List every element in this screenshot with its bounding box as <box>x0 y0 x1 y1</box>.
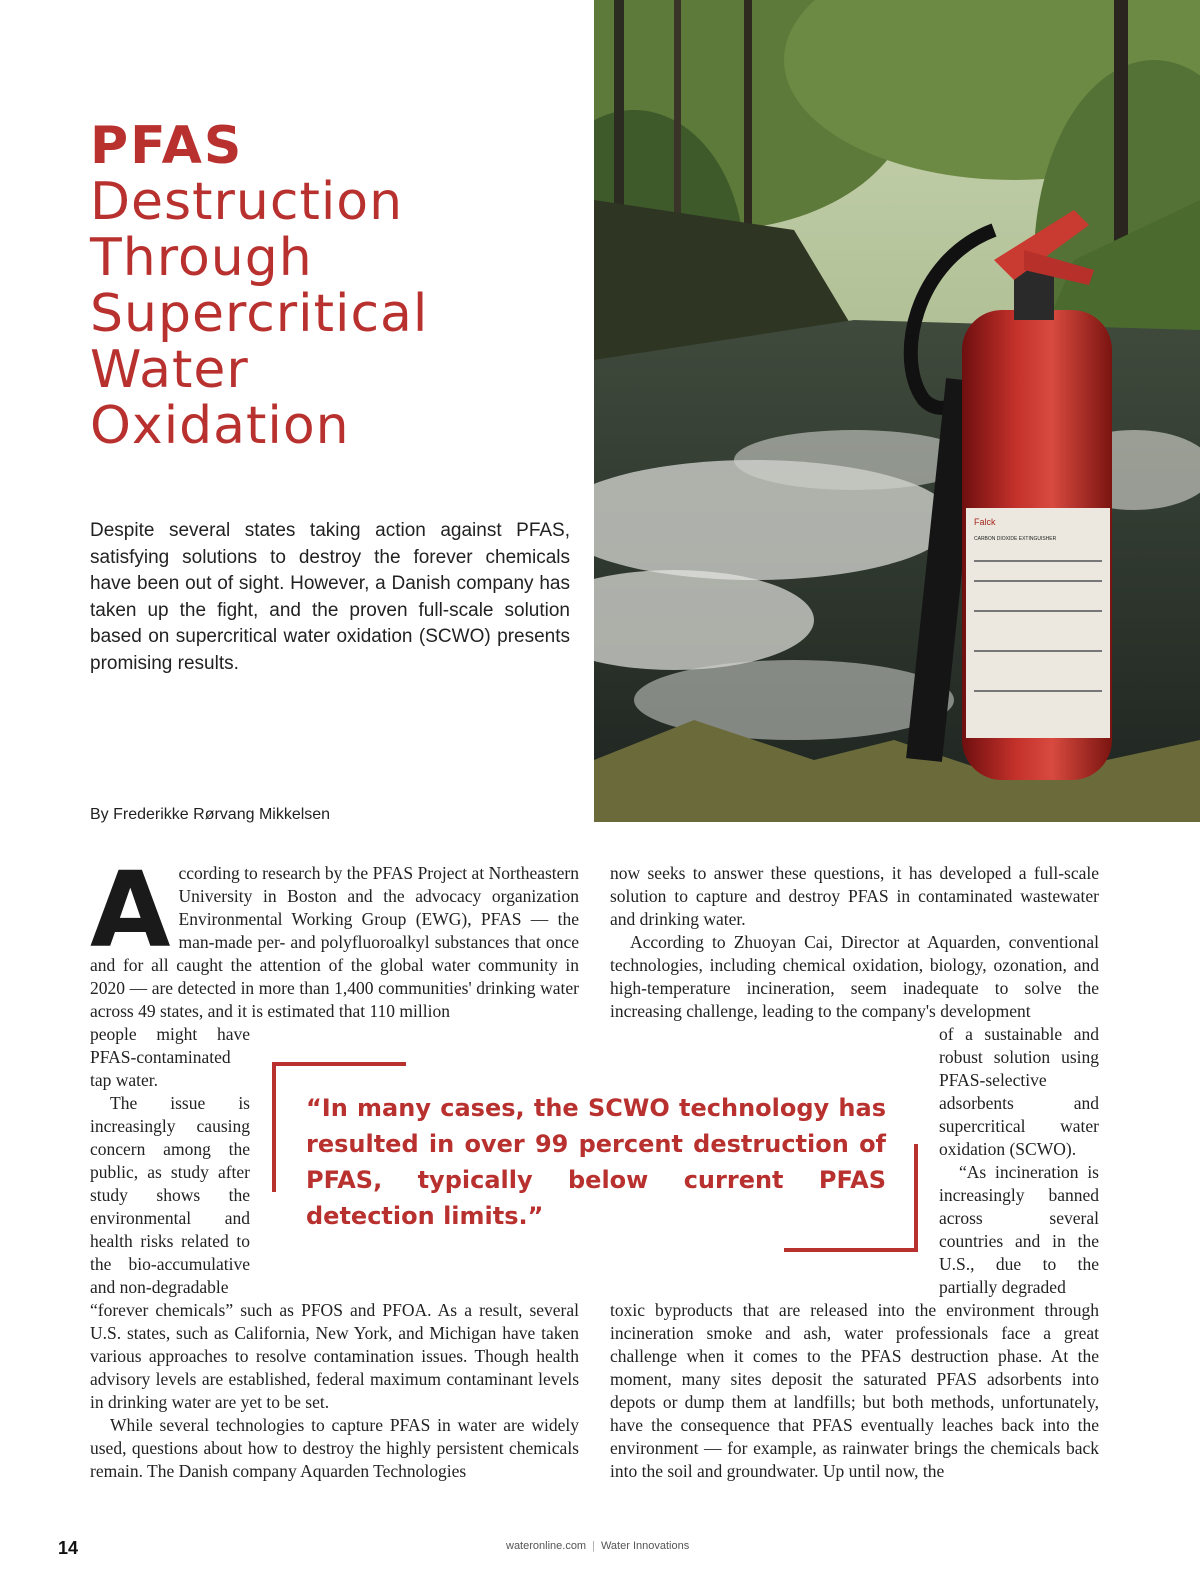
paragraph: toxic byproducts that are released into the environment through incineration smoke and ash, water professionals face a great challenge when it comes to the PFAS destruction phase. At the moment, many sites deposit the saturated PFAS adsorbents into depots or dump them at landfills; but both methods, unfortunately, have the consequence that PFAS eventually leaches back into the environment — for example, as rainwater brings the chemicals back into the soil and groundwater. Up until now, the <box>610 1300 1099 1481</box>
column-2-top <box>610 862 1099 1023</box>
column-2-bottom <box>610 1299 1099 1483</box>
paragraph: According to Zhuoyan Cai, Director at Aquarden, conventional technologies, including chemical oxidation, biology, ozonation, and high-temperature incineration, seem inadequate to solve the increasing challenge, leading to the company's development <box>610 932 1099 1021</box>
hero-photo <box>594 0 1200 822</box>
title-line: Destruction <box>90 172 404 232</box>
column-2-narrow <box>939 1023 1099 1299</box>
column-1-bottom <box>90 1299 579 1483</box>
paragraph: ccording to research by the PFAS Project at Northeastern University in Boston and the advocacy organization Environmental Working Group (EWG), PFAS — the man-made per- and polyfluoroalkyl substances that once and for all caught the attention of the global water community in 2020 — are detected in more than 1,400 communities' drinking water across 49 states, and it is estimated that 110 million <box>90 863 579 1021</box>
article-title <box>90 118 570 454</box>
extinguisher-text: CARBON DIOXIDE EXTINGUISHER <box>974 536 1057 542</box>
quote-bracket-bottom <box>784 1248 918 1252</box>
footer-site: wateronline.com <box>506 1540 587 1552</box>
paragraph: While several technologies to capture PFAS in water are widely used, questions about how to destroy the highly persistent chemicals remain. The Danish company Aquarden Technologies <box>90 1415 579 1481</box>
title-line: Supercritical <box>90 284 429 344</box>
footer-separator: | <box>592 1540 595 1552</box>
byline: By Frederikke Rørvang Mikkelsen <box>90 806 331 823</box>
page-number: 14 <box>58 1538 79 1558</box>
footer-section: Water Innovations <box>600 1540 690 1552</box>
title-keyword: PFAS <box>90 116 244 176</box>
title-line: Through <box>90 228 313 288</box>
paragraph: now seeks to answer these questions, it has developed a full-scale solution to capture and destroy PFAS in contaminated wastewater and drinking water. <box>610 863 1099 929</box>
page-footer <box>506 1540 689 1552</box>
paragraph: “forever chemicals” such as PFOS and PFOA. As a result, several U.S. states, such as California, New York, and Michigan have taken various approaches to resolve contamination issues. Though health advisory levels are established, federal maximum contaminant levels in drinking water are yet to be set. <box>90 1300 579 1412</box>
paragraph: “As incineration is increasingly banned across several countries and in the U.S., due to the partially degraded <box>939 1162 1099 1297</box>
drop-cap: A <box>90 849 171 971</box>
article-intro: Despite several states taking action against PFAS, satisfying solutions to destroy the forever chemicals have been out of sight. However, a Danish company has taken up the fight, and the proven full-scale solution based on supercritical water oxidation (SCWO) presents promising results. <box>90 520 570 674</box>
paragraph: of a sustainable and robust solution using PFAS-selective adsorbents and supercritical water oxidation (SCWO). <box>939 1024 1099 1159</box>
quote-bracket-left <box>272 1062 276 1192</box>
paragraph: people might have PFAS-contaminated tap water. <box>90 1024 250 1090</box>
quote-bracket-right <box>914 1144 918 1252</box>
pull-quote <box>272 1062 920 1254</box>
column-1-top <box>90 849 579 1023</box>
column-1-narrow <box>90 1023 250 1299</box>
title-line: Water <box>90 340 249 400</box>
title-line: Oxidation <box>90 396 350 456</box>
extinguisher-brand: Falck <box>974 517 996 527</box>
quote-bracket-top <box>272 1062 406 1066</box>
paragraph: The issue is increasingly causing concern among the public, as study after study shows the environmental and health risks related to the bio-accumulative and non-degradable <box>90 1093 250 1297</box>
pull-quote-text: “In many cases, the SCWO technology has resulted in over 99 percent destruction of PFAS, typically below current PFAS detection limits.” <box>306 1094 886 1230</box>
